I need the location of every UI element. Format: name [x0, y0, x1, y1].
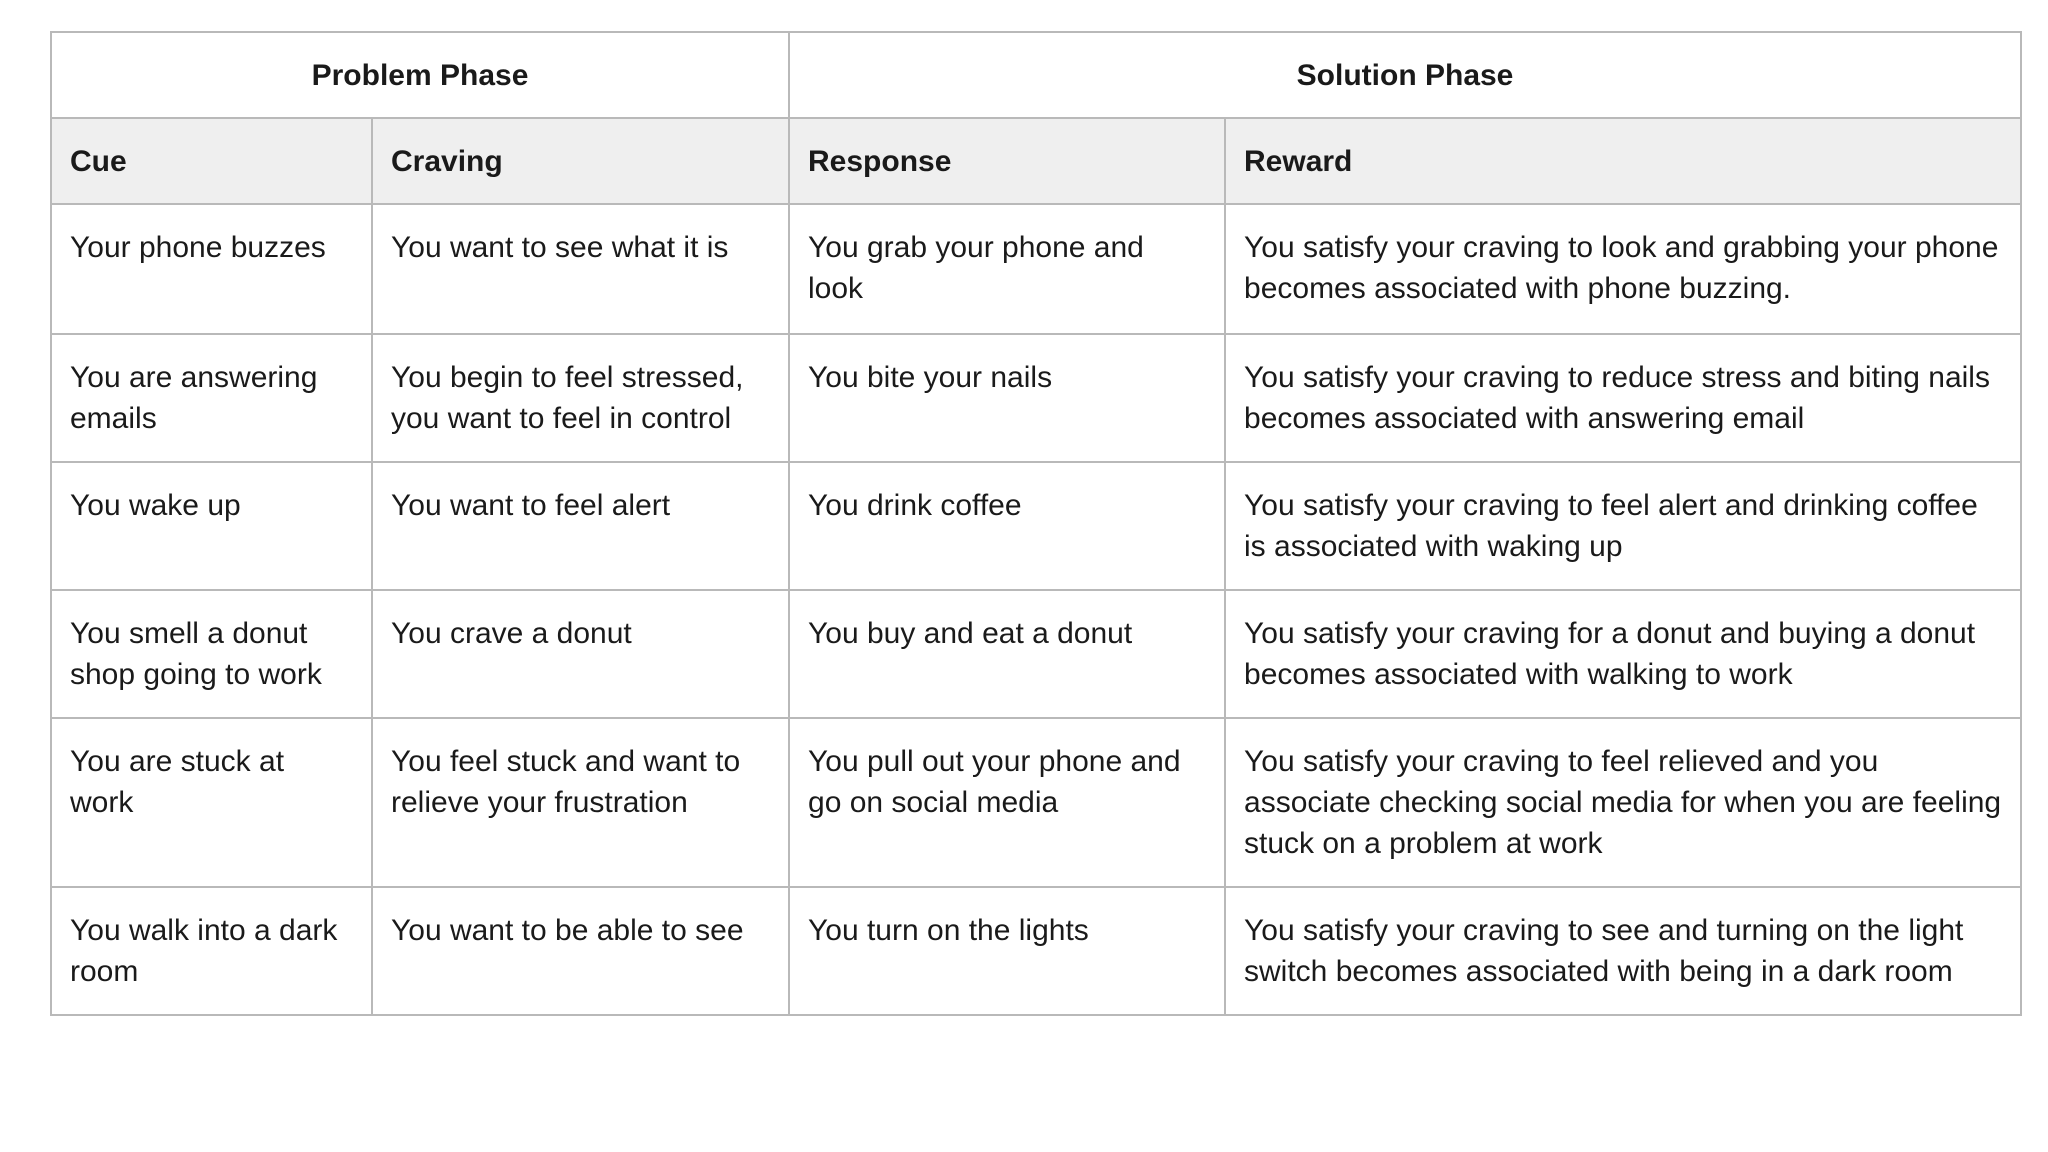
problem-phase-header: Problem Phase: [51, 32, 789, 118]
table-row: [51, 887, 2021, 1015]
response-cell: You pull out your phone and go on social media: [789, 718, 1225, 887]
response-cell: You buy and eat a donut: [789, 590, 1225, 718]
table-row: [51, 334, 2021, 462]
cue-cell: You wake up: [51, 462, 372, 590]
reward-cell: You satisfy your craving to feel alert and drinking coffee is associated with waking up: [1225, 462, 2021, 590]
craving-column-header: Craving: [372, 118, 789, 204]
phase-header-row: [51, 32, 2021, 118]
cue-cell: You walk into a dark room: [51, 887, 372, 1015]
table-row: [51, 590, 2021, 718]
reward-column-header: Reward: [1225, 118, 2021, 204]
reward-cell: You satisfy your craving to feel relieved and you associate checking social media for when you are feeling stuck on a problem at work: [1225, 718, 2021, 887]
response-cell: You turn on the lights: [789, 887, 1225, 1015]
reward-cell: You satisfy your craving to reduce stress and biting nails becomes associated with answering email: [1225, 334, 2021, 462]
table-row: [51, 462, 2021, 590]
cue-column-header: Cue: [51, 118, 372, 204]
table-row: [51, 204, 2021, 334]
cue-cell: You smell a donut shop going to work: [51, 590, 372, 718]
habit-loop-table: [50, 31, 2022, 1016]
response-cell: You drink coffee: [789, 462, 1225, 590]
reward-cell: You satisfy your craving to look and grabbing your phone becomes associated with phone buzzing.: [1225, 204, 2021, 334]
response-cell: You grab your phone and look: [789, 204, 1225, 334]
craving-cell: You want to see what it is: [372, 204, 789, 334]
craving-cell: You want to feel alert: [372, 462, 789, 590]
column-header-row: [51, 118, 2021, 204]
response-column-header: Response: [789, 118, 1225, 204]
habit-loop-table-container: [50, 31, 2020, 1016]
cue-cell: You are answering emails: [51, 334, 372, 462]
craving-cell: You begin to feel stressed, you want to feel in control: [372, 334, 789, 462]
cue-cell: Your phone buzzes: [51, 204, 372, 334]
craving-cell: You want to be able to see: [372, 887, 789, 1015]
cue-cell: You are stuck at work: [51, 718, 372, 887]
reward-cell: You satisfy your craving to see and turning on the light switch becomes associated with being in a dark room: [1225, 887, 2021, 1015]
reward-cell: You satisfy your craving for a donut and buying a donut becomes associated with walking to work: [1225, 590, 2021, 718]
craving-cell: You feel stuck and want to relieve your frustration: [372, 718, 789, 887]
response-cell: You bite your nails: [789, 334, 1225, 462]
solution-phase-header: Solution Phase: [789, 32, 2021, 118]
table-row: [51, 718, 2021, 887]
craving-cell: You crave a donut: [372, 590, 789, 718]
